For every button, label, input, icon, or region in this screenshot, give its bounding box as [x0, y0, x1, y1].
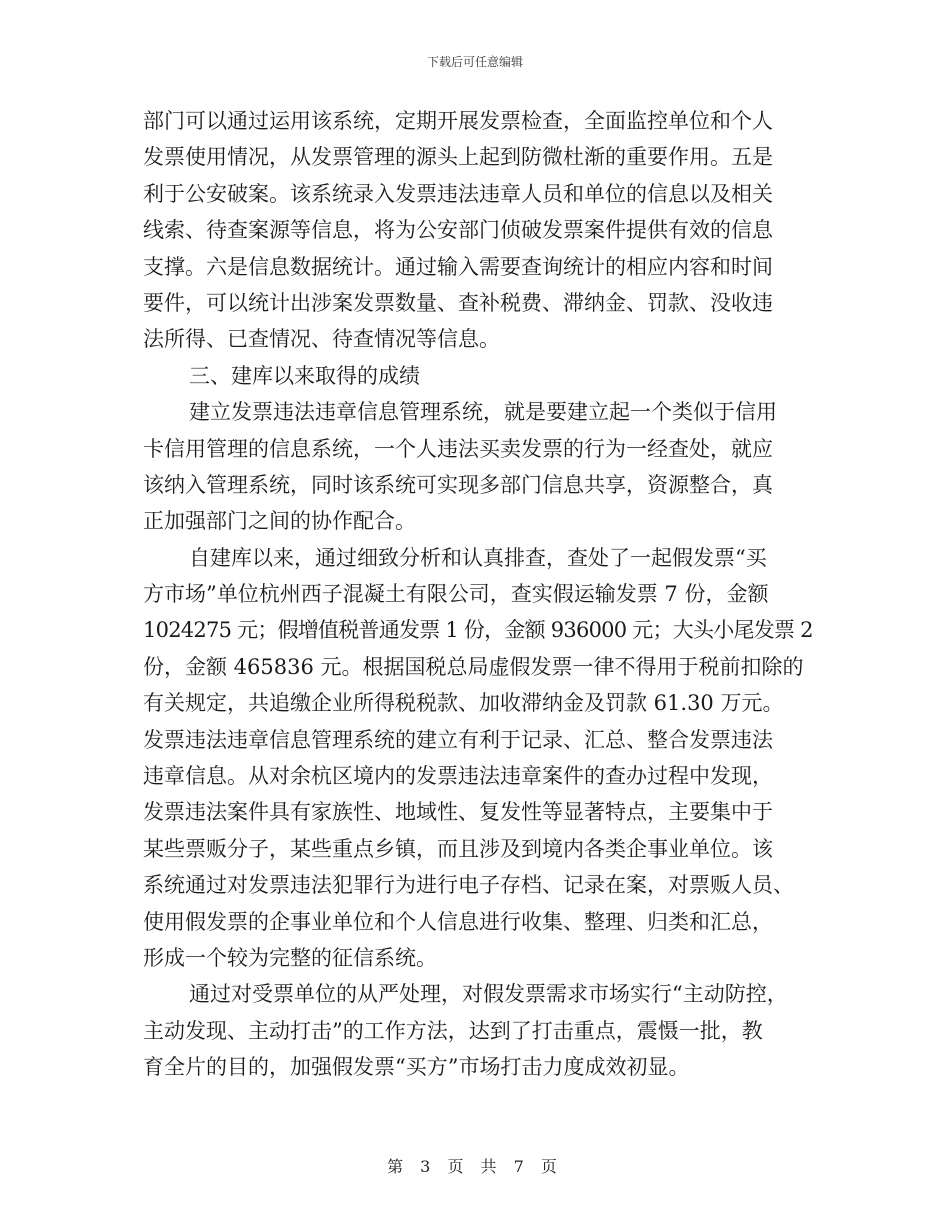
text-line: 形成一个较为完整的征信系统。: [143, 945, 437, 970]
text-line: 系统通过对发票违法犯罪行为进行电子存档、记录在案，对票贩人员、: [143, 873, 794, 898]
text-line: 三、建库以来取得的成绩: [189, 363, 420, 388]
text-line: 通过对受票单位的从严处理，对假发票需求市场实行“主动防控，: [189, 982, 788, 1007]
text-line: 发票使用情况，从发票管理的源头上起到防微杜渐的重要作用。五是: [143, 145, 773, 170]
header-note: 下载后可任意编辑: [426, 55, 523, 69]
text-line: 主动发现、主动打击”的工作方法，达到了打击重点，震慑一批，教: [143, 1018, 763, 1043]
text-line: 该纳入管理系统，同时该系统可实现多部门信息共享，资源整合，真: [143, 472, 773, 497]
text-line: 方市场”单位杭州西子混凝土有限公司，查实假运输发票 7 份，金额: [143, 582, 769, 607]
document-body: [143, 103, 813, 1086]
text-line: 有关规定，共追缴企业所得税税款、加收滞纳金及罚款 61.30 万元。: [143, 691, 784, 716]
text-line: 线索、待查案源等信息，将为公安部门侦破发票案件提供有效的信息: [143, 218, 773, 243]
text-line: 卡信用管理的信息系统，一个人违法买卖发票的行为一经查处，就应: [143, 436, 773, 461]
text-line: 份，金额 465836 元。根据国税总局虚假发票一律不得用于税前扣除的: [143, 654, 804, 679]
text-line: 发票违法案件具有家族性、地域性、复发性等显著特点，主要集中于: [143, 800, 773, 825]
text-line: 某些票贩分子，某些重点乡镇，而且涉及到境内各类企事业单位。该: [143, 836, 773, 861]
text-line: 自建库以来，通过细致分析和认真排查，查处了一起假发票“买: [189, 545, 767, 570]
text-line: 要件，可以统计出涉案发票数量、查补税费、滞纳金、罚款、没收违: [143, 290, 773, 315]
text-line: 正加强部门之间的协作配合。: [143, 509, 416, 534]
text-line: 支撑。六是信息数据统计。通过输入需要查询统计的相应内容和时间: [143, 254, 773, 279]
text-line: 法所得、已查情况、待查情况等信息。: [143, 327, 500, 352]
text-line: 1024275 元；假增值税普通发票 1 份，金额 936000 元；大头小尾发票 2: [143, 618, 813, 643]
text-line: 建立发票违法违章信息管理系统，就是要建立起一个类似于信用: [189, 400, 777, 425]
text-line: 利于公安破案。该系统录入发票违法违章人员和单位的信息以及相关: [143, 181, 773, 206]
text-line: 发票违法违章信息管理系统的建立有利于记录、汇总、整合发票违法: [143, 727, 773, 752]
text-line: 使用假发票的企事业单位和个人信息进行收集、整理、归类和汇总，: [143, 909, 773, 934]
text-line: 部门可以通过运用该系统，定期开展发票检查，全面监控单位和个人: [143, 109, 773, 133]
text-line: 违章信息。从对余杭区境内的发票违法违章案件的查办过程中发现，: [143, 764, 773, 789]
text-line: 育全片的目的，加强假发票“买方”市场打击力度成效初显。: [143, 1055, 690, 1080]
page-footer: 第 3 页 共 7 页: [387, 1157, 563, 1176]
